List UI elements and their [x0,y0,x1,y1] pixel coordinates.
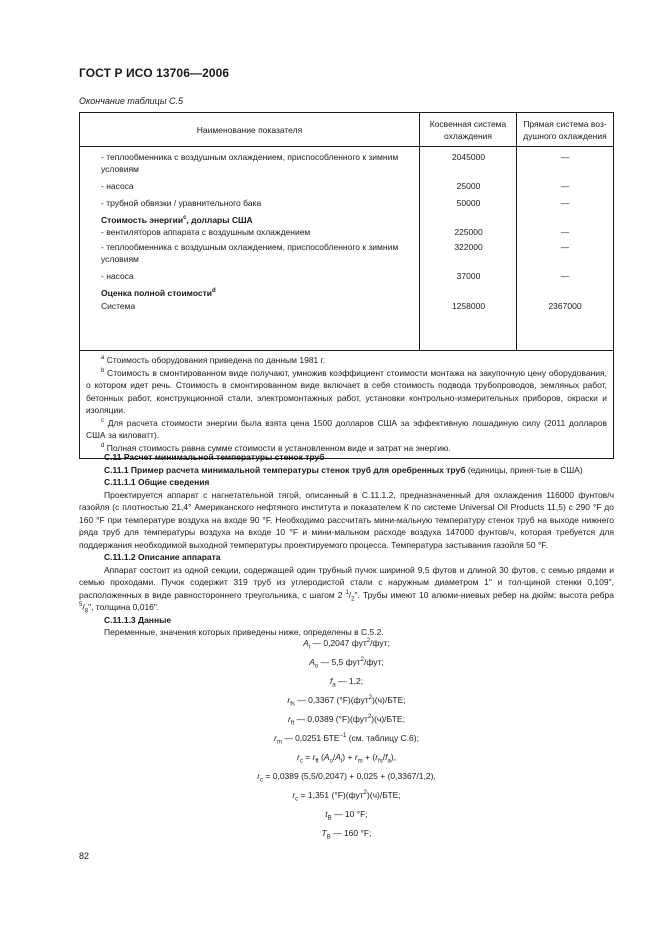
row-value-direct: — [560,227,570,237]
var: r [274,733,277,743]
var: T [321,828,327,838]
table-note [86,417,607,442]
var: r [288,714,291,724]
var-sub: c [260,777,264,784]
formula-text: — 5,5 фут [318,657,361,667]
footnote-mark: d [212,288,216,295]
fraction-denominator: 2 [351,596,355,603]
paragraph-general: Проектируется аппарат с нагнетательной тягой, описанный в С.11.1.2, предназначенный для охлаждения 116000 фунтов/ч газойля (с плотностью 21,4° Американского нефтяного института и показателем К по системе Universal Oil Products 11,5) с 290 °F до 160 °F при температуре воздуха на входе 90 °F. Необходимо рассчитать мини-мальную температуру стенок труб на выходе нижнего ряда труб для температуры воздуха на входе 10 °F и мини-мальном расходе воздуха 147000 фунтов/ч, которая требуется для поддержания необходимой выходной температуры проектируемого процесса. Температура застывания газойля 50 °F. [79,489,614,550]
table-note [86,354,607,367]
row-value-indirect: 50000 [456,198,481,208]
formula-line [79,676,614,689]
paragraph-data: Переменные, значения которых приведены ниже, определены в С.5.2. [104,627,384,637]
formula-tail: /фут; [364,657,384,667]
col-header-name: Наименование показателя [80,113,420,146]
formula-line-eq1: $r_c = r_{ft}$ $(A_o/A_i) + r_m + (r_{fs}/f_a)$, [296,752,397,765]
formula-tail: )(ч)/БТЕ; [366,790,401,800]
var: t [325,809,328,819]
row-label: - насоса [101,181,134,191]
group-heading-text: Оценка полной стоимости [101,288,213,298]
paragraph-apparatus-part: ", толщина 0,016". [88,602,160,612]
paragraph-apparatus-part: Аппарат состоит из одной секции, содержащей один трубный пучок шириной 9,5 футов и длиной 30 футов, с семью рядами и семью проходами. Пучок содержит 319 труб из углеродистой стали с наружным диаметром 1" и тол-щиной стенки 0,109", расположенных в виде равностороннего треугольника, с шагом 2 [79,564,614,600]
formula-text: — 0,0251 БТЕ [281,733,340,743]
formula-line [79,809,614,822]
exp: −1 [339,733,347,740]
row-value-direct: 2367000 [548,301,582,311]
formula-text: — 0,2047 фут [310,638,367,648]
row-label [86,214,416,226]
var: r [292,790,296,800]
footnote-mark: a [101,355,105,362]
exp: 2 [363,790,367,797]
exp: 2 [366,638,371,645]
formula-tail: /фут; [370,638,390,648]
row-label: - теплообменника с воздушным охлаждением, приспособленного к зимним условиям [101,242,399,264]
row-label: Система [101,301,136,311]
col-header-direct: Прямая система воз-душного охлаждения [523,118,607,141]
var: A [309,657,315,667]
row-value-indirect: 322000 [454,242,483,252]
var-sub: o [314,663,319,670]
exp: 2 [360,657,365,664]
table-notes [80,351,613,458]
row-value-indirect: 225000 [454,227,483,237]
table-note [86,367,607,417]
row-label: - насоса [101,271,134,281]
row-label: - трубной обвязки / уравнительного бака [101,198,262,208]
var-sub: B [327,815,332,822]
formula-tail: )(ч)/БТЕ; [371,714,405,724]
var-sub: B [326,834,331,841]
fraction-numerator: 1 [345,589,349,596]
col-header-indirect: Косвенная система охлаждения [420,113,517,146]
formula-text: = 1,351 (°F)(фут [298,790,364,800]
footnote-mark: b [101,367,105,374]
note-text: Стоимость в смонтированном виде получают, умножив коэффициент стоимости монтажа на закупочную цену оборудования, о котором идет речь. Стоимость в смонтированном виде включает в себя стоимость подвода трубопроводов, земляных работ, бетонных работ, конструкционной стали, электромонтажных работ, установки контрольно-измерительных приборов, окраски и изоляции. [86,367,607,415]
heading-c1113: С.11.1.3 Данные [104,614,172,625]
formula-line [79,790,614,803]
paragraph-apparatus-part: ". Трубы имеют 10 алюми-ниевых ребер на дюйм; высота ребра [354,589,614,600]
formula-text: = 0,0389 (5,5/0,2047) + 0,025 + (0,3367/1,2), [263,771,436,781]
group-heading-text: Стоимость энергии [101,215,184,225]
heading-c111 [79,464,614,477]
fraction-denominator: 8 [84,608,89,615]
formula-text: — 1,2; [335,676,364,686]
row-label [86,287,416,299]
footnote-mark: d [101,442,105,449]
formula-text: — 160 °F; [330,828,372,838]
var: r [257,771,261,781]
var-sub: i [308,644,311,651]
formula-line [79,695,614,708]
row-value-direct: — [560,198,570,208]
note-text: Полная стоимость равна сумме стоимости в установленном виде и затрат на энергию. [104,442,451,453]
formula-line [79,714,614,727]
row-value-indirect: 1258000 [451,301,486,311]
heading-c1112: С.11.1.2 Описание аппарата [104,552,221,562]
exp: 2 [367,714,372,721]
row-value-indirect: 37000 [456,271,481,281]
var-sub: m [276,739,282,746]
table-body [80,147,613,351]
heading-c11: С.11 Расчет минимальной температуры стенок труб [104,452,325,462]
heading-c1111: С.11.1.1 Общие сведения [104,477,210,487]
fraction-numerator: 5 [79,602,83,609]
note-text: Для расчета стоимости энергии была взята цена 1500 долларов США за эффективную лошадиную силу (2011 долларов США за киловатт). [86,417,607,440]
note-text: Стоимость оборудования приведена по данным 1981 г. [104,355,326,365]
row-value-direct: — [560,152,570,162]
row-label: - вентиляторов аппарата с воздушным охлаждением [101,227,311,237]
formula-text: — 0,0389 (°F)(фут [294,714,368,724]
table-header-row [80,113,613,147]
row-value-indirect: 2045000 [451,152,486,162]
heading-c111-tail: (единицы, приня-тые в США) [465,464,583,475]
row-value-direct: — [560,271,570,281]
var-sub: a [332,682,336,689]
group-heading-tail: , доллары США [186,215,253,225]
formula-tail: (см. таблицу С.6); [346,733,419,743]
var-sub: c [295,796,299,803]
exp: 2 [368,695,372,702]
heading-c111-bold: С.11.1 Пример расчета минимальной температуры стенок труб для оребренных труб [104,464,466,475]
section-body [79,451,614,639]
row-value-direct: — [560,181,570,191]
cost-table [79,112,614,459]
var: A [303,638,309,648]
var-sub: ft [290,720,295,727]
formula-line [79,828,614,841]
paragraph-apparatus: Аппарат состоит из одной секции, содержащей один трубный пучок шириной 9,5 футов и длиной 30 футов, с семью рядами и семью проходами. Пучок содержит 319 труб из углеродистой стали с наружным диаметром 1" и тол-щиной стенки 0,109", расположенных в виде равностороннего треугольника, с шагом 2 $^1/_2$". Трубы имеют 10 алюми-ниевых ребер на дюйм; высота ребра $^5/_8$", толщина 0,016". [79,564,614,615]
var: f [329,676,333,686]
footnote-mark: c [101,417,104,424]
formula-text: — 0,3367 (°F)(фут [294,695,369,705]
row-value-direct: — [560,242,570,252]
page-number: 82 [79,851,90,861]
footnote-mark: c [183,215,187,222]
var-sub: fs [290,701,295,708]
table-caption: Окончание таблицы С.5 [79,96,183,106]
formula-line [79,771,614,784]
row-label: - теплообменника с воздушным охлаждением, приспособленного к зимним условиям [101,152,399,174]
formula-tail: )(ч)/БТЕ; [371,695,406,705]
formula-text: — 10 °F; [331,809,368,819]
formula-line [79,638,614,651]
document-title: ГОСТ Р ИСО 13706—2006 [79,66,230,80]
formula-line [79,733,614,746]
row-value-indirect: 25000 [456,181,481,191]
formula-line [79,657,614,670]
var: r [287,695,291,705]
